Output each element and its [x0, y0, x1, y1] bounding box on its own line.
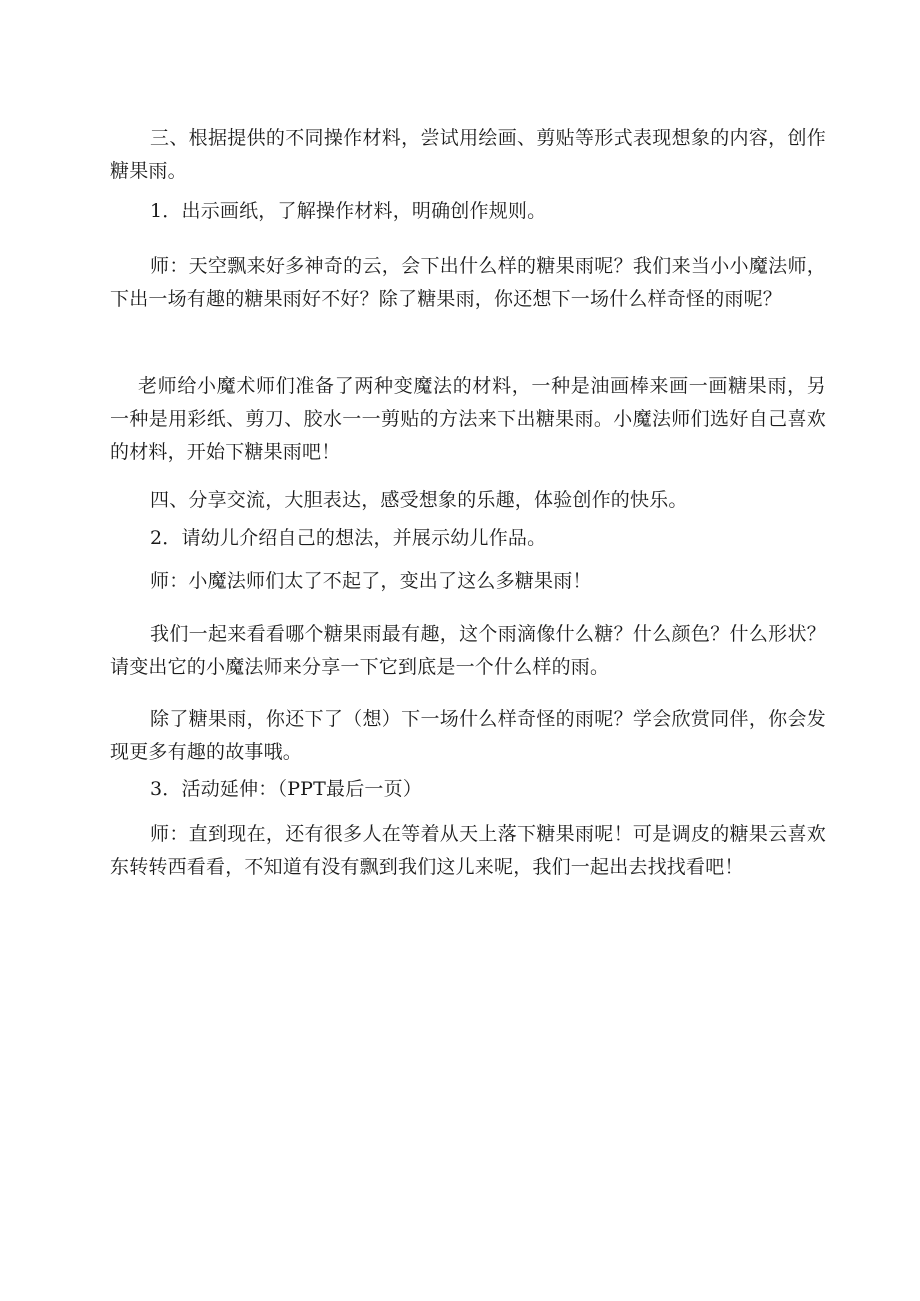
paragraph-materials: 老师给小魔术师们准备了两种变魔法的材料，一种是油画棒来画一画糖果雨，另一种是用彩纸、剪刀、胶水一一剪贴的方法来下出糖果雨。小魔法师们选好自己喜欢的材料，开始下糖果雨吧！ [110, 375, 826, 463]
paragraph-section-three: 三、根据提供的不同操作材料，尝试用绘画、剪贴等形式表现想象的内容，创作糖果雨。 [110, 127, 826, 182]
paragraph-look-together: 我们一起来看看哪个糖果雨最有趣，这个雨滴像什么糖？什么颜色？什么形状？请变出它的小魔法师来分享一下它到底是一个什么样的雨。 [110, 623, 826, 678]
paragraph-step-two: 2．请幼儿介绍自己的想法，并展示幼儿作品。 [150, 527, 547, 549]
paragraph-step-three: 3．活动延伸：（PPT最后一页） [150, 778, 423, 800]
paragraph-extension: 师：直到现在，还有很多人在等着从天上落下糖果雨呢！可是调皮的糖果云喜欢东转转西看看，不知道有没有飘到我们这儿来呢，我们一起出去找找看吧！ [110, 823, 826, 878]
paragraph-appreciate: 除了糖果雨，你还下了（想）下一场什么样奇怪的雨呢？学会欣赏同伴，你会发现更多有趣的故事哦。 [110, 708, 826, 763]
paragraph-teacher-intro: 师：天空飘来好多神奇的云，会下出什么样的糖果雨呢？我们来当小小魔法师，下出一场有趣的糖果雨好不好？除了糖果雨，你还想下一场什么样奇怪的雨呢？ [110, 255, 826, 310]
paragraph-step-one: 1．出示画纸，了解操作材料，明确创作规则。 [150, 200, 547, 222]
paragraph-teacher-praise: 师：小魔法师们太了不起了，变出了这么多糖果雨！ [150, 570, 592, 592]
paragraph-section-four: 四、分享交流，大胆表达，感受想象的乐趣，体验创作的快乐。 [150, 489, 688, 511]
